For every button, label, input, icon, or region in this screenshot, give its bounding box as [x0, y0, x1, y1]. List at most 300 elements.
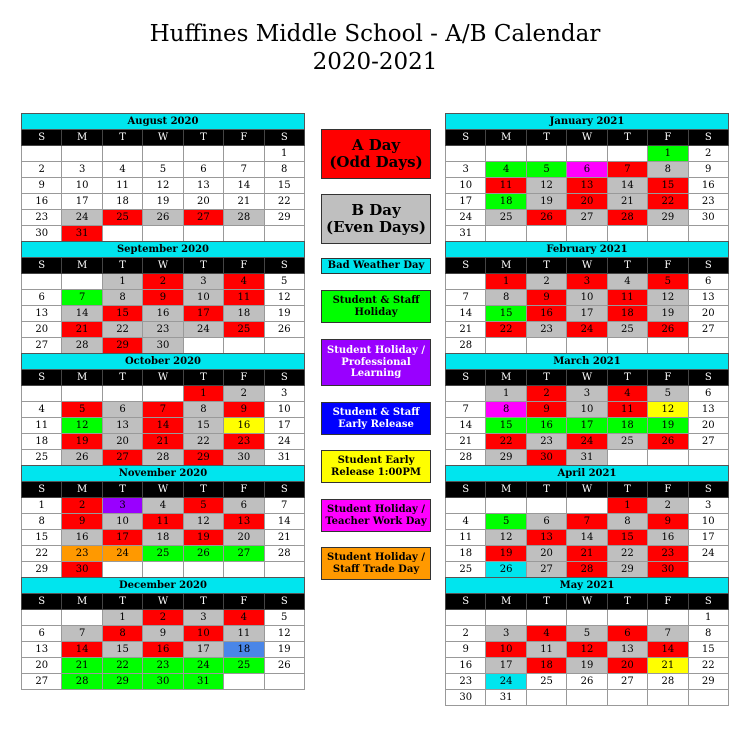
day-cell: 5 [648, 274, 688, 290]
day-cell: 19 [183, 530, 223, 546]
month-august-2020 [21, 113, 305, 242]
day-cell [264, 338, 304, 354]
day-cell: 3 [183, 610, 223, 626]
day-cell: 1 [183, 386, 223, 402]
day-cell: 25 [224, 322, 264, 338]
calendar-year: 2020-2021 [312, 49, 438, 75]
day-cell: 6 [102, 402, 142, 418]
month-name: November 2020 [22, 466, 305, 482]
day-cell: 24 [446, 210, 486, 226]
day-cell: 5 [264, 274, 304, 290]
day-cell: 18 [446, 546, 486, 562]
day-cell: 17 [446, 194, 486, 210]
day-cell: 8 [486, 290, 526, 306]
month-name: April 2021 [446, 466, 729, 482]
day-cell: 19 [567, 658, 607, 674]
day-cell: 5 [567, 626, 607, 642]
day-cell: 8 [264, 162, 304, 178]
weekday-header: S [22, 370, 62, 386]
day-cell: 4 [102, 162, 142, 178]
day-cell: 26 [648, 322, 688, 338]
day-cell: 7 [648, 626, 688, 642]
day-cell [526, 226, 566, 242]
weekday-header: M [62, 130, 102, 146]
day-cell: 16 [62, 530, 102, 546]
day-cell: 8 [183, 402, 223, 418]
day-cell [22, 386, 62, 402]
day-cell: 3 [688, 498, 728, 514]
day-cell: 31 [486, 690, 526, 706]
weekday-header: M [62, 370, 102, 386]
day-cell: 14 [62, 642, 102, 658]
day-cell: 9 [526, 402, 566, 418]
day-cell: 23 [526, 434, 566, 450]
day-cell: 28 [62, 338, 102, 354]
day-cell: 30 [143, 338, 183, 354]
day-cell [486, 498, 526, 514]
day-cell: 1 [688, 610, 728, 626]
day-cell: 22 [183, 434, 223, 450]
day-cell: 31 [62, 226, 102, 242]
day-cell: 20 [607, 658, 647, 674]
day-cell: 28 [143, 450, 183, 466]
day-cell: 2 [688, 146, 728, 162]
day-cell: 6 [607, 626, 647, 642]
day-cell: 25 [607, 322, 647, 338]
day-cell: 1 [648, 146, 688, 162]
day-cell: 5 [143, 162, 183, 178]
day-cell [224, 226, 264, 242]
weekday-header: W [143, 370, 183, 386]
day-cell: 21 [264, 530, 304, 546]
day-cell [486, 146, 526, 162]
day-cell: 26 [264, 322, 304, 338]
day-cell: 12 [526, 178, 566, 194]
weekday-header: T [607, 370, 647, 386]
month-name: January 2021 [446, 114, 729, 130]
month-name: December 2020 [22, 578, 305, 594]
day-cell: 18 [607, 418, 647, 434]
day-cell: 18 [224, 642, 264, 658]
day-cell: 27 [607, 674, 647, 690]
day-cell: 24 [688, 546, 728, 562]
weekday-header: W [143, 482, 183, 498]
day-cell: 8 [486, 402, 526, 418]
day-cell: 24 [62, 210, 102, 226]
day-cell: 27 [224, 546, 264, 562]
day-cell: 20 [22, 658, 62, 674]
weekday-header: M [486, 594, 526, 610]
day-cell: 12 [143, 178, 183, 194]
day-cell: 11 [224, 290, 264, 306]
day-cell: 18 [102, 194, 142, 210]
day-cell: 12 [648, 290, 688, 306]
day-cell: 18 [526, 658, 566, 674]
day-cell: 19 [62, 434, 102, 450]
day-cell: 17 [688, 530, 728, 546]
day-cell [688, 562, 728, 578]
day-cell [62, 386, 102, 402]
day-cell: 23 [22, 210, 62, 226]
weekday-header: T [102, 482, 142, 498]
day-cell: 22 [688, 658, 728, 674]
day-cell: 19 [264, 642, 304, 658]
weekday-header: F [648, 482, 688, 498]
month-name: October 2020 [22, 354, 305, 370]
day-cell: 2 [648, 498, 688, 514]
day-cell: 22 [607, 546, 647, 562]
day-cell: 7 [62, 290, 102, 306]
day-cell: 14 [143, 418, 183, 434]
day-cell [607, 226, 647, 242]
day-cell: 5 [62, 402, 102, 418]
day-cell: 8 [102, 626, 142, 642]
day-cell: 10 [446, 178, 486, 194]
weekday-header: S [264, 258, 304, 274]
day-cell: 6 [183, 162, 223, 178]
day-cell: 13 [526, 530, 566, 546]
day-cell: 12 [648, 402, 688, 418]
day-cell [102, 386, 142, 402]
day-cell: 3 [264, 386, 304, 402]
day-cell: 8 [607, 514, 647, 530]
weekday-header: T [607, 594, 647, 610]
day-cell: 25 [486, 210, 526, 226]
day-cell: 7 [446, 402, 486, 418]
day-cell: 1 [607, 498, 647, 514]
day-cell: 12 [183, 514, 223, 530]
day-cell: 9 [143, 626, 183, 642]
day-cell: 9 [648, 514, 688, 530]
month-february-2021 [445, 241, 729, 354]
day-cell [446, 274, 486, 290]
weekday-header: T [102, 258, 142, 274]
month-november-2020 [21, 465, 305, 578]
day-cell: 2 [526, 274, 566, 290]
day-cell [567, 610, 607, 626]
day-cell: 10 [183, 290, 223, 306]
legend-item-w: Bad Weather Day [321, 258, 431, 274]
month-september-2020 [21, 241, 305, 354]
day-cell: 17 [486, 658, 526, 674]
day-cell: 11 [446, 530, 486, 546]
day-cell: 27 [688, 434, 728, 450]
day-cell: 27 [22, 338, 62, 354]
day-cell: 25 [22, 450, 62, 466]
day-cell [567, 498, 607, 514]
legend-item-b: B Day (Even Days) [321, 194, 431, 244]
day-cell: 7 [143, 402, 183, 418]
day-cell: 29 [486, 450, 526, 466]
day-cell: 30 [143, 674, 183, 690]
day-cell: 16 [22, 194, 62, 210]
day-cell: 13 [224, 514, 264, 530]
day-cell: 27 [688, 322, 728, 338]
day-cell: 29 [102, 674, 142, 690]
day-cell: 3 [102, 498, 142, 514]
day-cell: 2 [526, 386, 566, 402]
day-cell: 14 [446, 306, 486, 322]
month-name: March 2021 [446, 354, 729, 370]
day-cell: 5 [183, 498, 223, 514]
day-cell: 7 [567, 514, 607, 530]
day-cell: 13 [607, 642, 647, 658]
day-cell [183, 146, 223, 162]
day-cell: 26 [183, 546, 223, 562]
day-cell: 15 [486, 306, 526, 322]
day-cell: 26 [648, 434, 688, 450]
day-cell [607, 338, 647, 354]
day-cell: 13 [22, 642, 62, 658]
day-cell: 16 [143, 306, 183, 322]
day-cell: 4 [22, 402, 62, 418]
day-cell: 29 [102, 338, 142, 354]
day-cell [607, 610, 647, 626]
legend-item-a: A Day (Odd Days) [321, 129, 431, 179]
month-name: August 2020 [22, 114, 305, 130]
day-cell: 2 [143, 610, 183, 626]
day-cell [446, 498, 486, 514]
day-cell: 3 [62, 162, 102, 178]
day-cell: 15 [183, 418, 223, 434]
day-cell: 23 [446, 674, 486, 690]
day-cell [446, 386, 486, 402]
day-cell: 26 [567, 674, 607, 690]
month-name: February 2021 [446, 242, 729, 258]
weekday-header: W [567, 130, 607, 146]
legend-item-y: Student Early Release 1:00PM [321, 450, 431, 483]
weekday-header: F [648, 370, 688, 386]
day-cell [648, 226, 688, 242]
weekday-header: W [143, 130, 183, 146]
day-cell [143, 386, 183, 402]
day-cell: 22 [486, 434, 526, 450]
day-cell [224, 338, 264, 354]
day-cell: 9 [446, 642, 486, 658]
day-cell: 5 [486, 514, 526, 530]
day-cell: 13 [22, 306, 62, 322]
day-cell: 15 [102, 642, 142, 658]
month-december-2020 [21, 577, 305, 690]
day-cell: 26 [143, 210, 183, 226]
day-cell: 9 [688, 162, 728, 178]
day-cell: 4 [607, 274, 647, 290]
day-cell: 19 [526, 194, 566, 210]
day-cell: 26 [62, 450, 102, 466]
weekday-header: T [526, 130, 566, 146]
day-cell: 12 [264, 626, 304, 642]
day-cell: 28 [567, 562, 607, 578]
day-cell: 22 [102, 658, 142, 674]
day-cell: 21 [143, 434, 183, 450]
day-cell: 29 [22, 562, 62, 578]
day-cell: 9 [143, 290, 183, 306]
day-cell: 26 [264, 658, 304, 674]
weekday-header: M [486, 370, 526, 386]
day-cell: 21 [567, 546, 607, 562]
day-cell: 6 [688, 274, 728, 290]
weekday-header: T [607, 258, 647, 274]
day-cell: 15 [688, 642, 728, 658]
day-cell: 29 [607, 562, 647, 578]
weekday-header: M [62, 482, 102, 498]
day-cell: 9 [62, 514, 102, 530]
day-cell: 16 [526, 418, 566, 434]
day-cell: 7 [446, 290, 486, 306]
month-october-2020 [21, 353, 305, 466]
day-cell: 5 [648, 386, 688, 402]
day-cell: 1 [22, 498, 62, 514]
weekday-header: F [224, 594, 264, 610]
day-cell: 11 [143, 514, 183, 530]
day-cell [62, 146, 102, 162]
day-cell: 4 [607, 386, 647, 402]
day-cell: 31 [446, 226, 486, 242]
day-cell: 11 [607, 290, 647, 306]
month-name: September 2020 [22, 242, 305, 258]
month-name: May 2021 [446, 578, 729, 594]
day-cell [183, 338, 223, 354]
day-cell: 17 [264, 418, 304, 434]
weekday-header: T [526, 482, 566, 498]
weekday-header: F [648, 130, 688, 146]
day-cell: 20 [224, 530, 264, 546]
day-cell: 23 [143, 322, 183, 338]
day-cell: 9 [224, 402, 264, 418]
day-cell [526, 610, 566, 626]
day-cell: 4 [486, 162, 526, 178]
day-cell: 1 [264, 146, 304, 162]
weekday-header: T [526, 594, 566, 610]
weekday-header: S [688, 482, 728, 498]
month-january-2021 [445, 113, 729, 242]
day-cell: 2 [143, 274, 183, 290]
day-cell [22, 610, 62, 626]
day-cell: 2 [446, 626, 486, 642]
day-cell [567, 146, 607, 162]
day-cell: 30 [446, 690, 486, 706]
day-cell [526, 338, 566, 354]
day-cell: 24 [567, 434, 607, 450]
day-cell [264, 562, 304, 578]
weekday-header: W [567, 258, 607, 274]
day-cell [446, 610, 486, 626]
day-cell [648, 450, 688, 466]
weekday-header: W [567, 482, 607, 498]
day-cell: 23 [688, 194, 728, 210]
day-cell: 22 [648, 194, 688, 210]
day-cell: 20 [688, 418, 728, 434]
weekday-header: T [183, 130, 223, 146]
day-cell: 15 [607, 530, 647, 546]
day-cell: 21 [62, 658, 102, 674]
day-cell: 26 [526, 210, 566, 226]
day-cell: 27 [183, 210, 223, 226]
day-cell: 13 [102, 418, 142, 434]
day-cell: 10 [486, 642, 526, 658]
weekday-header: T [607, 130, 647, 146]
day-cell [688, 338, 728, 354]
weekday-header: F [224, 370, 264, 386]
weekday-header: S [446, 370, 486, 386]
day-cell: 8 [22, 514, 62, 530]
day-cell: 14 [446, 418, 486, 434]
day-cell: 18 [607, 306, 647, 322]
day-cell: 14 [264, 514, 304, 530]
day-cell [224, 146, 264, 162]
weekday-header: M [486, 258, 526, 274]
day-cell: 27 [102, 450, 142, 466]
weekday-header: W [567, 370, 607, 386]
day-cell: 16 [688, 178, 728, 194]
day-cell: 28 [264, 546, 304, 562]
day-cell: 3 [486, 626, 526, 642]
day-cell [143, 226, 183, 242]
weekday-header: T [607, 482, 647, 498]
day-cell [224, 562, 264, 578]
day-cell: 22 [264, 194, 304, 210]
day-cell: 20 [567, 194, 607, 210]
weekday-header: S [22, 482, 62, 498]
day-cell: 7 [264, 498, 304, 514]
day-cell: 11 [224, 626, 264, 642]
day-cell: 15 [102, 306, 142, 322]
day-cell: 28 [224, 210, 264, 226]
day-cell: 1 [102, 274, 142, 290]
day-cell: 10 [264, 402, 304, 418]
day-cell: 21 [648, 658, 688, 674]
day-cell: 30 [688, 210, 728, 226]
day-cell: 30 [526, 450, 566, 466]
day-cell: 26 [486, 562, 526, 578]
day-cell: 6 [688, 386, 728, 402]
weekday-header: F [648, 258, 688, 274]
day-cell [526, 690, 566, 706]
day-cell: 17 [183, 642, 223, 658]
day-cell: 16 [648, 530, 688, 546]
day-cell: 27 [22, 674, 62, 690]
day-cell: 9 [22, 178, 62, 194]
day-cell: 21 [62, 322, 102, 338]
weekday-header: S [22, 594, 62, 610]
legend-item-h: Student & Staff Holiday [321, 290, 431, 323]
weekday-header: S [688, 130, 728, 146]
day-cell: 21 [446, 434, 486, 450]
day-cell [62, 610, 102, 626]
day-cell: 12 [486, 530, 526, 546]
weekday-header: S [446, 130, 486, 146]
day-cell: 2 [62, 498, 102, 514]
day-cell: 27 [526, 562, 566, 578]
day-cell [688, 450, 728, 466]
day-cell: 19 [648, 306, 688, 322]
day-cell [143, 146, 183, 162]
day-cell [264, 674, 304, 690]
day-cell: 24 [183, 658, 223, 674]
day-cell: 15 [22, 530, 62, 546]
day-cell: 10 [102, 514, 142, 530]
day-cell: 6 [224, 498, 264, 514]
day-cell: 14 [607, 178, 647, 194]
day-cell: 31 [567, 450, 607, 466]
day-cell: 25 [143, 546, 183, 562]
day-cell: 23 [224, 434, 264, 450]
day-cell [526, 146, 566, 162]
day-cell: 19 [264, 306, 304, 322]
day-cell: 14 [648, 642, 688, 658]
day-cell: 30 [224, 450, 264, 466]
month-march-2021 [445, 353, 729, 466]
